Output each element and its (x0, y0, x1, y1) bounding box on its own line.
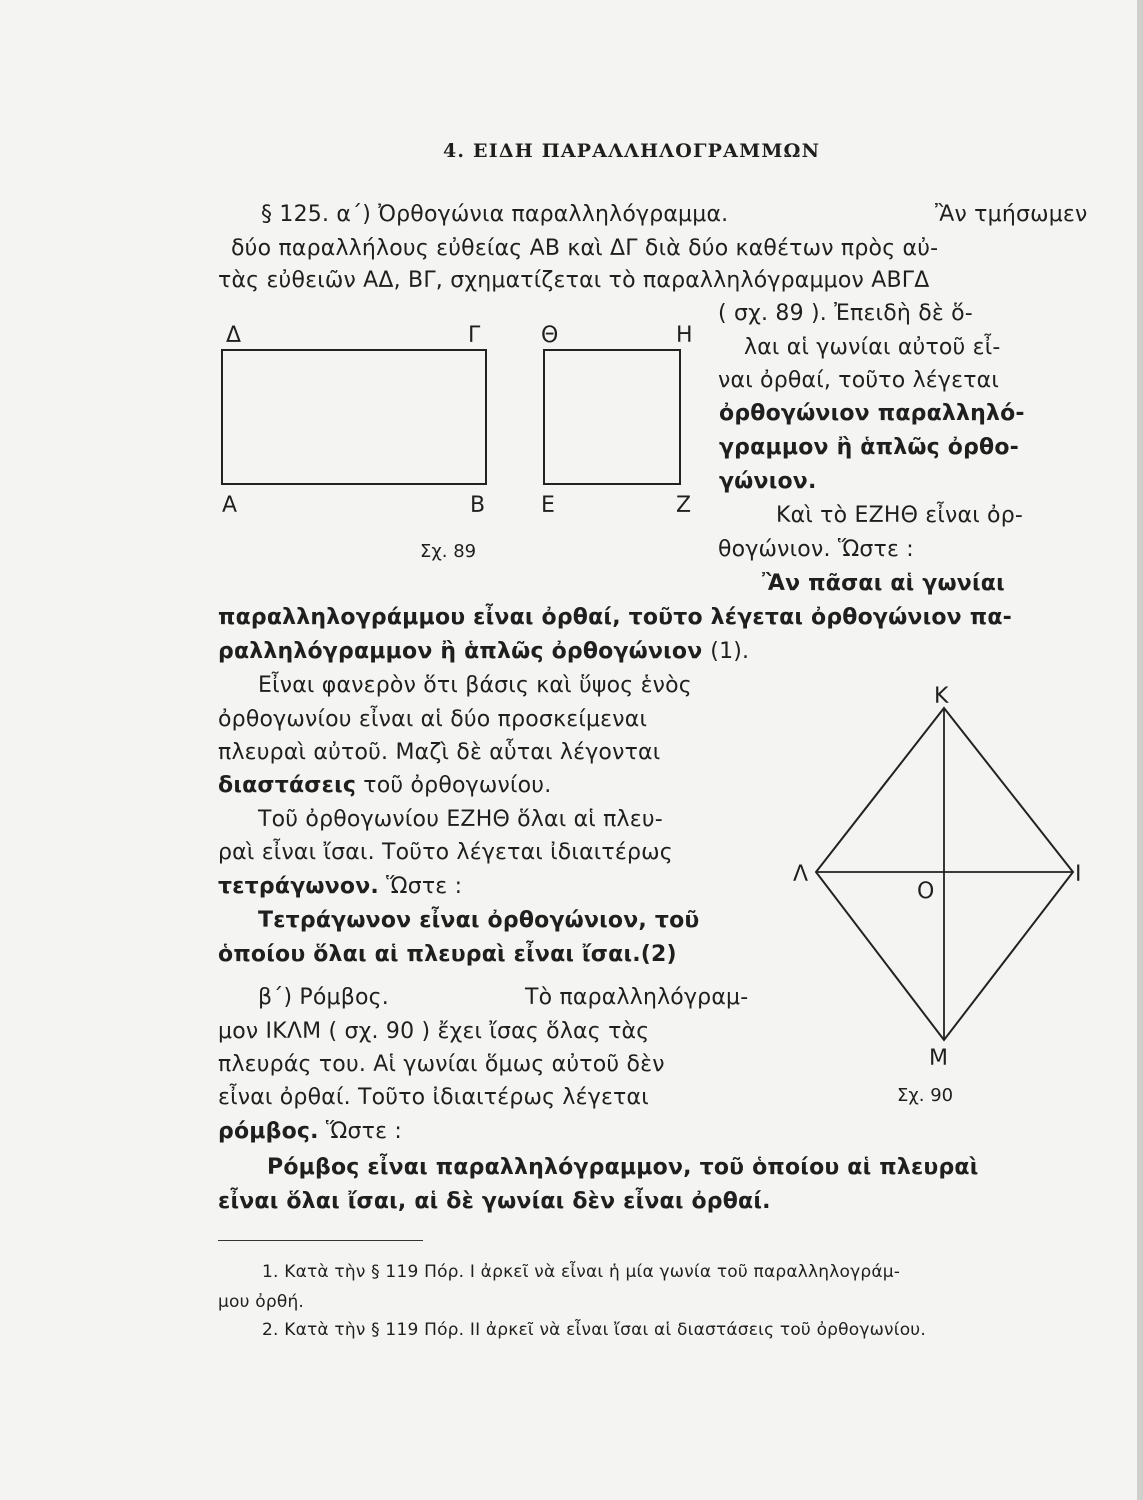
text-line: ὀρθογωνίου εἶναι αἱ δύο προσκείμεναι (218, 707, 648, 732)
definition-line: ραλληλόγραμμον ἢ ἁπλῶς ὀρθογώνιον (1). (218, 639, 750, 664)
text-line: τὰς εὐθειῶν ΑΔ, ΒΓ, σχηματίζεται τὸ παραλληλόγραμμον ΑΒΓΔ (218, 268, 930, 293)
text-line: θογώνιον. Ὥστε : (718, 537, 914, 562)
definition-line: παραλληλογράμμου εἶναι ὀρθαί, τοῦτο λέγεται ὀρθογώνιον πα- (218, 605, 1012, 630)
text-line: Εἶναι φανερὸν ὅτι βάσις καὶ ὕψος ἑνὸς (258, 673, 692, 698)
footnote-1-cont: μου ὀρθή. (218, 1292, 305, 1312)
term-tetragonon: τετράγωνον. (218, 874, 379, 899)
label-beta: Β (470, 493, 486, 518)
label-kappa: Κ (934, 684, 949, 709)
page-edge-shadow (1137, 0, 1143, 1500)
definition-line: ὁποίου ὅλαι αἱ πλευραὶ εἶναι ἴσαι.(2) (218, 942, 677, 967)
text-line: ( σχ. 89 ). Ἐπειδὴ δὲ ὅ- (718, 301, 973, 326)
section-heading: 4. ΕΙΔΗ ΠΑΡΑΛΛΗΛΟΓΡΑΜΜΩΝ (443, 140, 821, 162)
label-gamma: Γ (468, 323, 481, 348)
label-eta: Η (676, 323, 693, 348)
figure-90-caption: Σχ. 90 (897, 1085, 954, 1106)
footnote-2: 2. Κατὰ τὴν § 119 Πόρ. ΙΙ ἀρκεῖ νὰ εἶναι ἴσαι αἱ διαστάσεις τοῦ ὀρθογωνίου. (262, 1320, 926, 1340)
definition-line: Ἂν πᾶσαι αἱ γωνίαι (762, 571, 1005, 596)
footnote-ref-1: (1). (710, 639, 750, 664)
text-line: ρόμβος. Ὥστε : (218, 1119, 402, 1144)
text-line: πλευράς του. Αἱ γωνίαι ὅμως αὐτοῦ δὲν (218, 1052, 665, 1077)
text-line: ναι ὀρθαί, τοῦτο λέγεται (718, 368, 999, 393)
definition-line: Ρόμβος εἶναι παραλληλόγραμμον, τοῦ ὁποίου αἱ πλευραὶ (267, 1155, 979, 1180)
label-theta: Θ (541, 323, 559, 348)
label-delta: Δ (226, 323, 242, 348)
term-diastaseis: διαστάσεις (218, 773, 357, 798)
bold-term-line: γραμμον ἢ ἁπλῶς ὀρθο- (719, 435, 1019, 460)
footnote-rule (218, 1240, 423, 1241)
text-line: μον ΙΚΛΜ ( σχ. 90 ) ἔχει ἴσας ὅλας τὰς (218, 1019, 650, 1044)
subheading-rhombus: β΄) Ρόμβος. (258, 985, 389, 1010)
footnote-1: 1. Κατὰ τὴν § 119 Πόρ. Ι ἀρκεῖ νὰ εἶναι ἡ μία γωνία τοῦ παραλληλογράμ- (262, 1262, 901, 1282)
text-line: λαι αἱ γωνίαι αὐτοῦ εἶ- (744, 335, 1001, 360)
label-iota: Ι (1075, 862, 1082, 887)
label-mu: Μ (929, 1046, 948, 1071)
figure-89-caption: Σχ. 89 (420, 541, 477, 562)
text-line: πλευραὶ αὐτοῦ. Μαζὶ δὲ αὗται λέγονται (218, 740, 661, 765)
label-epsilon: Ε (541, 493, 555, 518)
text-line: Τὸ παραλληλόγραμ- (525, 985, 749, 1010)
bold-term-line: γώνιον. (719, 469, 817, 494)
text-line: Τοῦ ὀρθογωνίου ΕΖΗΘ ὅλαι αἱ πλευ- (258, 807, 663, 832)
text-line: δύο παραλλήλους εὐθείας ΑΒ καὶ ΔΓ διὰ δύο καθέτων πρὸς αὐ- (231, 236, 939, 261)
label-lambda: Λ (793, 862, 809, 887)
bold-term-line: ὀρθογώνιον παραλληλό- (719, 401, 1025, 426)
text-line: διαστάσεις τοῦ ὀρθογωνίου. (218, 773, 552, 798)
definition-line: εἶναι ὅλαι ἴσαι, αἱ δὲ γωνίαι δὲν εἶναι ὀρθαί. (218, 1189, 771, 1214)
label-omicron: Ο (917, 879, 935, 904)
para-number: § 125. α΄) (261, 202, 379, 227)
para-125-line-1-end: Ἂν τμήσωμεν (935, 202, 1088, 227)
text-line: ραὶ εἶναι ἴσαι. Τοῦτο λέγεται ἰδιαιτέρως (218, 840, 673, 865)
text-line: τετράγωνον. Ὥστε : (218, 874, 463, 899)
label-zeta: Ζ (676, 493, 692, 518)
label-alpha: Α (222, 493, 238, 518)
definition-line: Τετράγωνον εἶναι ὀρθογώνιον, τοῦ (258, 908, 700, 933)
subheading-orthogonia: Ὀρθογώνια παραλληλόγραμμα. (378, 202, 729, 227)
text-line: εἶναι ὀρθαί. Τοῦτο ἰδιαιτέρως λέγεται (218, 1085, 649, 1110)
term-rombos: ρόμβος. (218, 1119, 319, 1144)
text-line: Καὶ τὸ ΕΖΗΘ εἶναι ὀρ- (776, 503, 1024, 528)
